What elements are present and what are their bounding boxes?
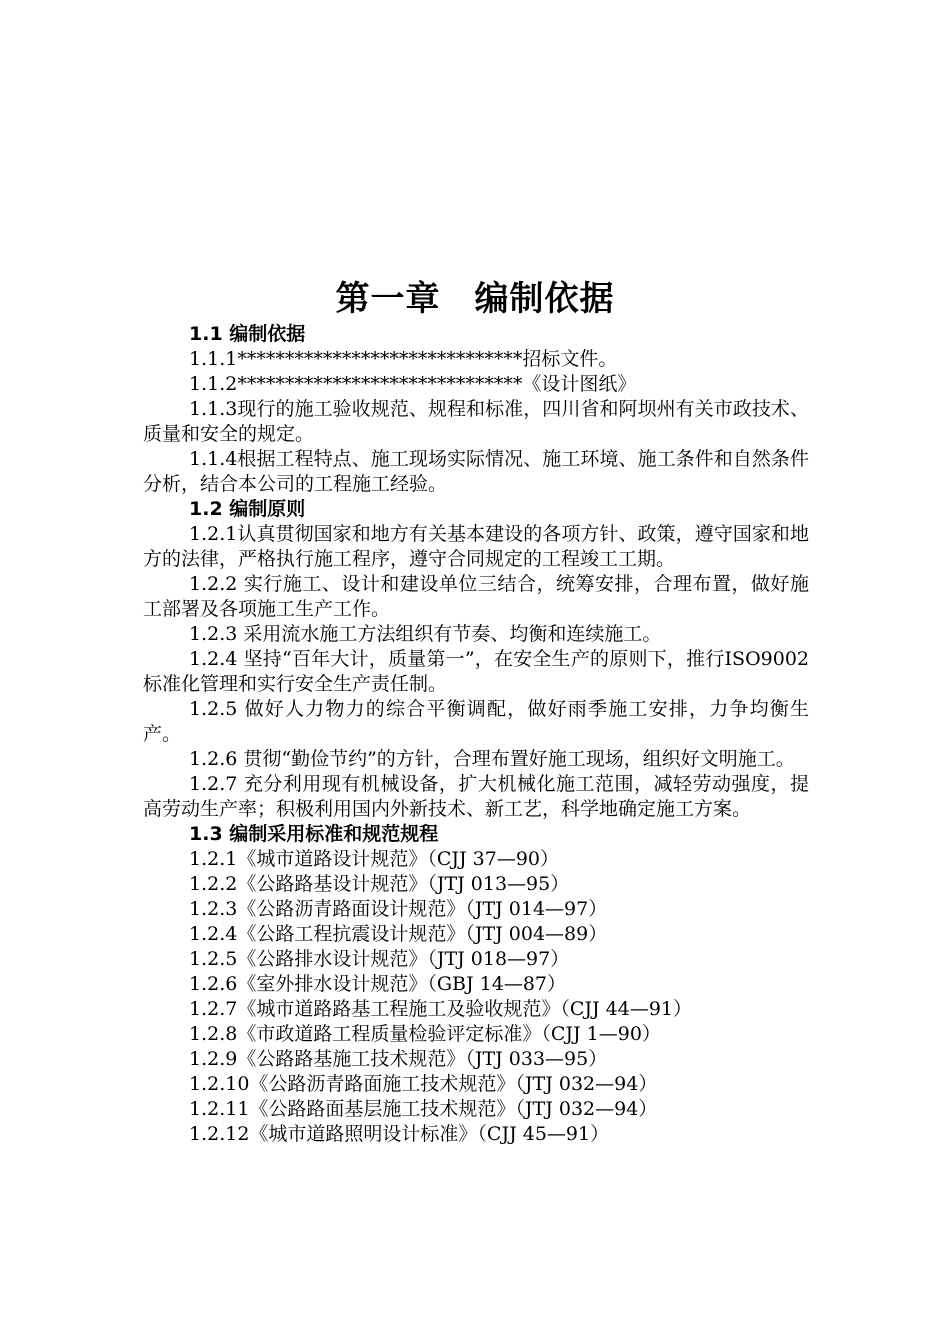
clause-1-2-3: 1.2.3 采用流水施工方法组织有节奏、均衡和连续施工。 <box>189 623 662 645</box>
clause-1-2-1: 1.2.1认真贯彻国家和地方有关基本建设的各项方针、政策，遵守国家和地方的法律，严格执行施工程序，遵守合同规定的工程竣工工期。 <box>143 523 809 570</box>
clause-1-1-4: 1.1.4根据工程特点、施工现场实际情况、施工环境、施工条件和自然条件分析，结合本公司的工程施工经验。 <box>143 448 809 495</box>
clause-1-2-5: 1.2.5 做好人力物力的综合平衡调配，做好雨季施工安排，力争均衡生产。 <box>143 698 809 745</box>
standard-item: 1.2.2《公路路基设计规范》（JTJ 013—95） <box>189 873 570 895</box>
standard-item: 1.2.1《城市道路设计规范》（CJJ 37—90） <box>189 848 560 870</box>
clause-1-1-2: 1.1.2******************************《设计图纸》 <box>189 373 637 395</box>
standard-item: 1.2.9《公路路基施工技术规范》（JTJ 033—95） <box>189 1048 608 1070</box>
section-heading-1-1: 1.1 编制依据 <box>189 323 306 345</box>
chapter-name: 编制依据 <box>474 279 615 319</box>
clause-1-1-3: 1.1.3现行的施工验收规范、规程和标准，四川省和阿坝州有关市政技术、质量和安全的规定。 <box>143 398 809 445</box>
clause-1-1-1: 1.1.1******************************招标文件。 <box>189 348 618 370</box>
document-body <box>143 322 809 1147</box>
standard-item: 1.2.3《公路沥青路面设计规范》（JTJ 014—97） <box>189 898 608 920</box>
clause-1-2-7: 1.2.7 充分利用现有机械设备，扩大机械化施工范围，减轻劳动强度，提高劳动生产率；积极利用国内外新技术、新工艺，科学地确定施工方案。 <box>143 773 809 820</box>
standard-item: 1.2.11《公路路面基层施工技术规范》（JTJ 032—94） <box>189 1098 658 1120</box>
chapter-title <box>0 276 950 322</box>
clause-1-2-2: 1.2.2 实行施工、设计和建设单位三结合，统筹安排，合理布置，做好施工部署及各项施工生产工作。 <box>143 573 809 620</box>
clause-1-2-4: 1.2.4 坚持“百年大计，质量第一”，在安全生产的原则下，推行ISO9002标准化管理和实行安全生产责任制。 <box>143 648 809 695</box>
clause-1-2-6: 1.2.6 贯彻“勤俭节约”的方针，合理布置好施工现场，组织好文明施工。 <box>189 748 795 770</box>
section-heading-1-2: 1.2 编制原则 <box>189 498 306 520</box>
standard-item: 1.2.4《公路工程抗震设计规范》（JTJ 004—89） <box>189 923 608 945</box>
standard-item: 1.2.10《公路沥青路面施工技术规范》（JTJ 032—94） <box>189 1073 658 1095</box>
chapter-number: 第一章 <box>335 279 441 319</box>
section-heading-1-3: 1.3 编制采用标准和规范规程 <box>189 823 439 845</box>
standard-item: 1.2.8《市政道路工程质量检验评定标准》（CJJ 1—90） <box>189 1023 661 1045</box>
standard-item: 1.2.5《公路排水设计规范》（JTJ 018—97） <box>189 948 570 970</box>
standard-item: 1.2.7《城市道路路基工程施工及验收规范》（CJJ 44—91） <box>189 998 693 1020</box>
standard-item: 1.2.6《室外排水设计规范》（GBJ 14—87） <box>189 973 566 995</box>
standard-item: 1.2.12《城市道路照明设计标准》（CJJ 45—91） <box>189 1123 610 1145</box>
